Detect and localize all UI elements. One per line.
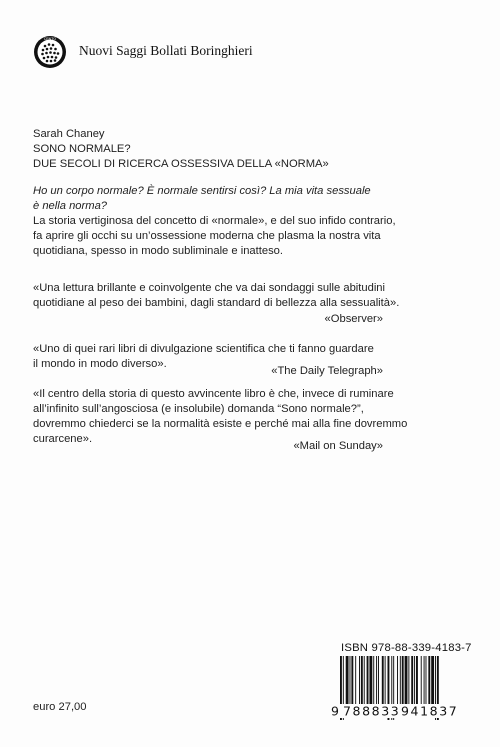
barcode-bar xyxy=(361,656,363,706)
barcode-bar xyxy=(346,656,349,706)
quote-source: «Observer» xyxy=(324,313,383,325)
barcode-bar xyxy=(382,656,384,706)
quote-source: «Mail on Sunday» xyxy=(293,440,383,452)
blurb-description-line: La storia vertiginosa del concetto di «normale», e del suo infido contrario, xyxy=(33,215,396,227)
quote-line: dovremmo chiederci se la normalità esiste e perché mai alla fine dovremmo xyxy=(33,418,408,430)
barcode-bar xyxy=(431,656,434,706)
series-name: Nuovi Saggi Bollati Boringhieri xyxy=(79,43,253,58)
quote-line: «Uno di quei rari libri di divulgazione scientifica che ti fanno guardare xyxy=(33,343,374,355)
book-title: SONO NORMALE? xyxy=(33,143,131,155)
quote-line: «Una lettura brillante e coinvolgente che va dai sondaggi sulle abitudini xyxy=(33,282,386,294)
barcode-bar xyxy=(350,656,351,706)
publisher-logo-text: CENTO xyxy=(43,36,57,41)
quote-line: curarcene». xyxy=(33,433,93,445)
barcode-digits xyxy=(328,704,464,718)
barcode-bar xyxy=(426,656,427,706)
barcode-right-digits: 941837 xyxy=(401,704,459,718)
barcode-bar xyxy=(369,656,372,706)
barcode-bar xyxy=(376,656,377,706)
barcode-bar xyxy=(414,656,415,706)
quote-source: «The Daily Telegraph» xyxy=(271,365,383,377)
barcode-bar xyxy=(411,656,413,706)
quote-line: quotidiane al peso dei bambini, dagli standard di bellezza alla sessualità». xyxy=(33,297,400,309)
quote-line: il mondo in modo diverso». xyxy=(33,358,167,370)
quote-line: all’infinito sull’angosciosa (e insolubile) domanda “Sono normale?”, xyxy=(33,403,364,415)
barcode-bar xyxy=(402,656,404,706)
barcode-bar xyxy=(405,656,408,706)
barcode-left-digits: 788833 xyxy=(343,704,401,718)
price: euro 27,00 xyxy=(33,701,87,713)
barcode-bar xyxy=(351,656,353,706)
barcode-bar xyxy=(385,656,386,706)
barcode-bar xyxy=(421,656,422,706)
barcode-first-digit: 9 xyxy=(331,704,339,718)
barcode-bar xyxy=(400,656,401,706)
blurb-question-line: è nella norma? xyxy=(33,200,108,212)
blurb-question-line: Ho un corpo normale? È normale sentirsi così? La mia vita sessuale xyxy=(33,185,371,197)
publisher-logo-icon xyxy=(33,35,67,69)
barcode-bar xyxy=(428,656,430,706)
quote-line: «Il centro della storia di questo avvincente libro è che, invece di ruminare xyxy=(33,388,394,400)
barcode-bar xyxy=(416,656,418,706)
barcode-bar xyxy=(355,656,356,706)
barcode-bar xyxy=(364,656,365,706)
barcode-bar xyxy=(378,656,379,706)
barcode-bar xyxy=(359,656,360,706)
barcode-bar xyxy=(397,656,398,706)
barcode-bar xyxy=(373,656,374,706)
author-name: Sarah Chaney xyxy=(33,128,105,140)
book-subtitle: DUE SECOLI DI RICERCA OSSESSIVA DELLA «NORMA» xyxy=(33,158,329,170)
blurb-description-line: fa aprire gli occhi su un’ossessione moderna che plasma la nostra vita xyxy=(33,230,381,242)
isbn-text: ISBN 978-88-339-4183-7 xyxy=(341,642,472,654)
barcode-bar xyxy=(424,656,425,706)
barcode-bar xyxy=(367,656,369,706)
barcode-bar xyxy=(408,656,409,706)
blurb-description-line: quotidiana, spesso in modo subliminale e inatteso. xyxy=(33,245,284,257)
